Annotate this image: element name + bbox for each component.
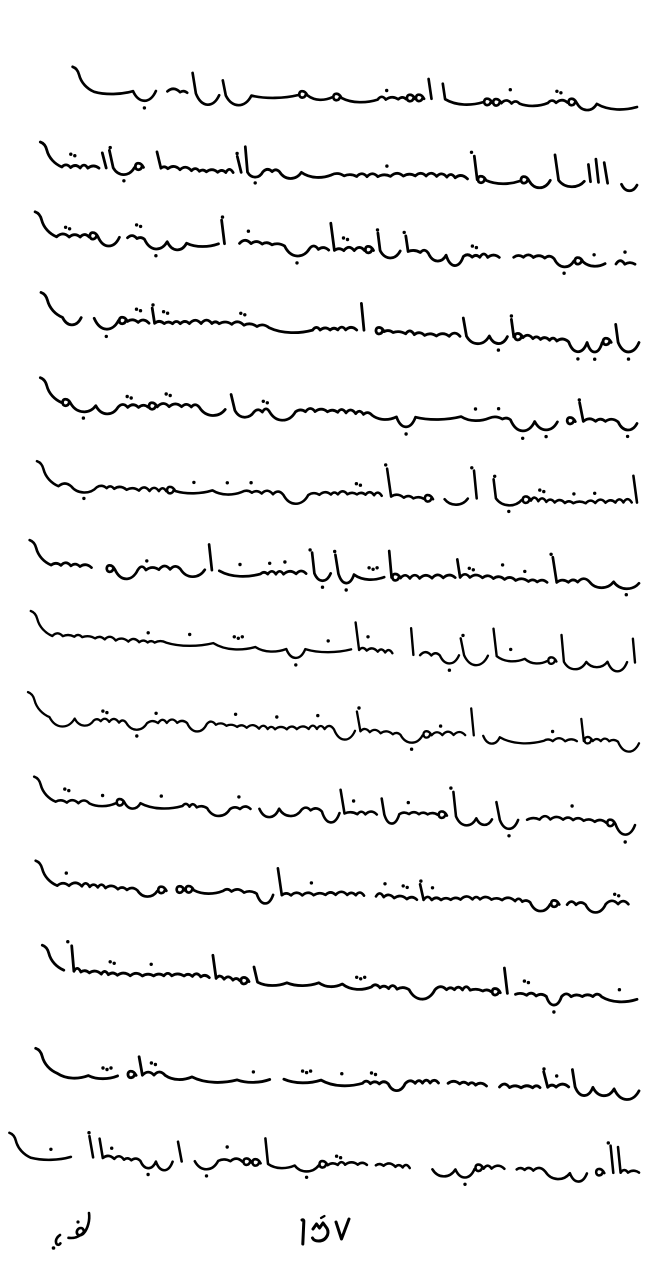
manuscript-line [30, 448, 642, 528]
manuscript-line [28, 288, 644, 368]
handwriting-line-art [28, 1034, 644, 1114]
manuscript-line [30, 1118, 644, 1198]
handwriting-line-art [28, 528, 644, 608]
handwriting-line-art [30, 768, 640, 848]
handwriting-line-art [30, 944, 642, 1024]
manuscript-line [30, 768, 640, 848]
manuscript-line [30, 608, 640, 688]
manuscript-line [34, 368, 642, 448]
manuscript-line [30, 128, 642, 208]
handwriting-line-art [30, 608, 640, 688]
page-number [290, 1210, 354, 1254]
manuscript-line [30, 688, 644, 768]
handwriting-line-art [30, 128, 642, 208]
catchword-art [44, 1206, 100, 1252]
handwriting-line-art [34, 368, 642, 448]
manuscript-line [28, 528, 644, 608]
manuscript-line [30, 208, 640, 288]
catchword [44, 1206, 100, 1252]
handwriting-line-art [30, 688, 644, 768]
handwriting-line-art [28, 850, 644, 930]
manuscript-line [62, 50, 642, 130]
page-number-numerals-art [290, 1210, 354, 1254]
handwriting-line-art [30, 1118, 644, 1198]
handwriting-line-art [30, 448, 642, 528]
handwriting-line-art [62, 50, 642, 130]
handwriting-line-art [30, 208, 640, 288]
handwriting-line-art [28, 288, 644, 368]
manuscript-line [28, 1034, 644, 1114]
manuscript-line [30, 944, 642, 1024]
manuscript-line [28, 850, 644, 930]
